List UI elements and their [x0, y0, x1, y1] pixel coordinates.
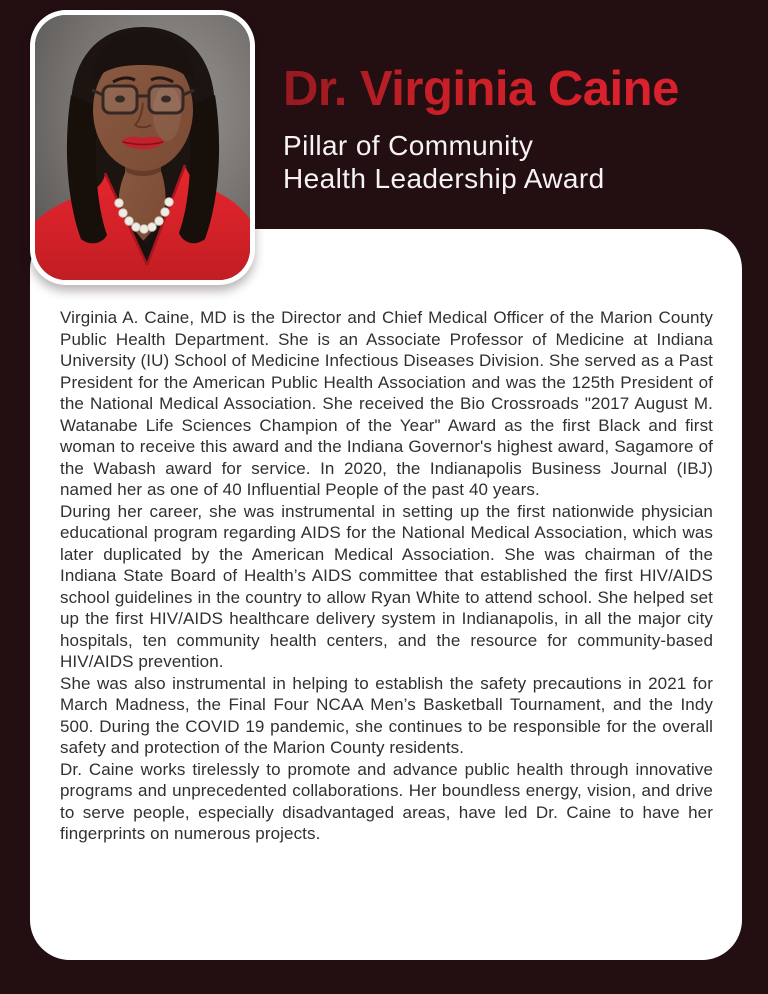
bio-paragraph: Dr. Caine works tirelessly to promote and advance public health through innovative programs and unprecedented collaborations. Her boundless energy, vision, and drive to serve people, especially disadvantaged areas, have led Dr. Caine to have her fingerprints on numerous projects. [60, 759, 713, 843]
glasses-lens-left [103, 86, 137, 113]
bio-paragraph: Virginia A. Caine, MD is the Director and Chief Medical Officer of the Marion County Public Health Department. She is an Associate Professor of Medicine at Indiana University (IU) School of Medicine Infectious Diseases Division. She served as a Past President for the American Public Health Association and was the 125th President of the National Medical Association. She received the Bio Crossroads "2017 August M. Watanabe Life Sciences Champion of the Year" Award as the first Black and first woman to receive this award and the Indiana Governor's highest award, Sagamore of the Wabash award for service. In 2020, the Indianapolis Business Journal (IBJ) named her as one of 40 Influential People of the past 40 years. [60, 308, 713, 499]
header [283, 62, 753, 195]
photo-card [30, 10, 255, 285]
bio-panel [30, 229, 742, 960]
award-title-line2: Health Leadership Award [283, 163, 605, 194]
glasses-lens-right [149, 86, 183, 113]
portrait-photo-illustration [35, 15, 250, 280]
award-title-line1: Pillar of Community [283, 130, 534, 161]
portrait-photo [35, 15, 250, 280]
award-title [283, 129, 753, 195]
bio-paragraph: She was also instrumental in helping to establish the safety precautions in 2021 for March Madness, the Final Four NCAA Men’s Basketball Tournament, and the Indy 500. During the COVID 19 pandemic, she continues to be responsible for the overall safety and protection of the Marion County residents. [60, 673, 713, 757]
person-name: Dr. Virginia Caine [283, 62, 753, 116]
bio-paragraph: During her career, she was instrumental in setting up the first nationwide physician educational program regarding AIDS for the National Medical Association, which was later duplicated by the American Medical Association. She was chairman of the Indiana State Board of Health’s AIDS committee that established the first HIV/AIDS school guidelines in the country to allow Ryan White to attend school. She helped set up the first HIV/AIDS healthcare delivery system in Indianapolis, in all the major city hospitals, ten community health centers, and the resource for community-based HIV/AIDS prevention. [60, 501, 713, 671]
